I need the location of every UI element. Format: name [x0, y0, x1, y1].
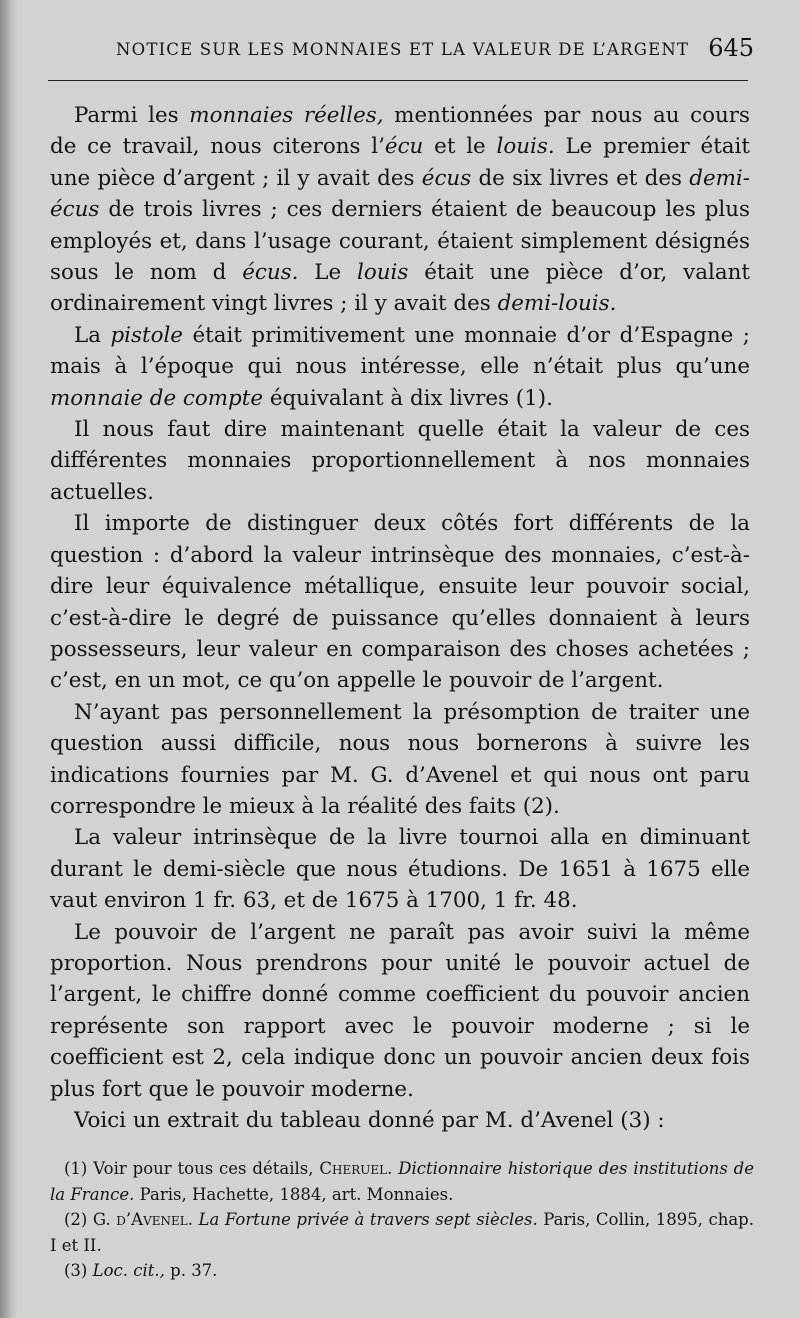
text-run: équivalant à dix livres (1).: [263, 385, 553, 411]
italic-text: écu: [384, 134, 424, 160]
italic-text: monnaie de compte: [50, 385, 264, 411]
text-run: de trois livres ; ces derniers étaient de beaucoup les plus employés et, dans l’usage courant, étaient simplement désignés sous le nom d: [50, 197, 750, 286]
text-run: Le pouvoir de l’argent ne paraît pas avoir suivi la même proportion. Nous prendrons pour unité le pouvoir actuel de l’argent, le chiffre donné comme coefficient du pouvoir ancien représente son rapport avec le pouvoir moderne ; si le coefficient est 2, cela indique donc un pouvoir ancien deux fois plus fort que le pouvoir moderne.: [50, 919, 750, 1102]
page-number: 645: [708, 34, 754, 62]
paragraph: [50, 1105, 750, 1136]
page-header: [48, 34, 760, 74]
paragraph: [50, 822, 750, 916]
text-run: (2) G.: [64, 1210, 117, 1229]
text-run: (3): [64, 1261, 93, 1280]
italic-text: pistole: [110, 322, 183, 348]
paragraph: [50, 697, 750, 823]
text-run: La: [74, 322, 111, 348]
text-run: Paris, Collin, 1895, chap. I et II.: [50, 1210, 754, 1255]
text-run: Le: [298, 260, 357, 286]
text-run: Parmi les: [74, 103, 190, 128]
text-run: mentionnées par nous au cours de ce travail, nous citerons l’: [50, 103, 751, 160]
text-run: N’ayant pas personnellement la présomption de traiter une question aussi difficile, nous nous bornerons à suivre les indications fournies par M. G. d’Avenel et qui nous ont paru correspondre le mieux à la réalité des faits (2).: [50, 699, 750, 819]
running-title: NOTICE SUR LES MONNAIES ET LA VALEUR DE L’ARGENT: [116, 40, 690, 59]
italic-text: Loc. cit.,: [92, 1261, 165, 1280]
text-run: La valeur intrinsèque de la livre tournoi alla en diminuant durant le demi-siècle que nous étudions. De 1651 à 1675 elle vaut environ 1 fr. 63, et de 1675 à 1700, 1 fr. 48.: [50, 825, 750, 914]
text-run: Paris, Hachette, 1884, art. Monnaies.: [134, 1184, 454, 1204]
text-run: et le: [423, 134, 497, 160]
footnote: [50, 1207, 754, 1258]
italic-text: Dictionnaire historique des institutions de la France.: [50, 1159, 755, 1204]
body-text: [50, 100, 750, 1136]
page-binding-shadow: [0, 0, 18, 1318]
italic-text: louis: [357, 260, 409, 286]
footnote: [50, 1258, 754, 1284]
paragraph: [50, 414, 750, 508]
italic-text: demi-écus: [50, 165, 751, 223]
text-run: p. 37.: [164, 1261, 218, 1280]
text-run: Il nous faut dire maintenant quelle était la valeur de ces différentes monnaies proportionnellement à nos monnaies actuelles.: [50, 417, 750, 505]
text-run: de six livres et des: [471, 165, 690, 191]
italic-text: demi-louis.: [497, 291, 617, 317]
text-run: Le premier était une pièce d’argent ; il y avait des: [50, 134, 750, 191]
text-run: (1) Voir pour tous ces détails,: [64, 1159, 320, 1178]
text-run: Voici un extrait du tableau donné par M. d’Avenel (3) :: [74, 1108, 665, 1133]
footnotes: [50, 1156, 754, 1284]
italic-text: écus: [421, 165, 472, 191]
small-caps-name: d’Avenel.: [116, 1210, 193, 1229]
footnote: [50, 1156, 754, 1207]
small-caps-name: Cheruel.: [319, 1159, 393, 1178]
paragraph: [50, 917, 750, 1105]
italic-text: La Fortune privée à travers sept siècles.: [198, 1210, 538, 1229]
text-run: était primitivement une monnaie d’or d’Espagne ; mais à l’époque qui nous intéresse, elle n’était plus qu’une: [50, 322, 750, 380]
italic-text: écus.: [242, 260, 299, 286]
italic-text: monnaies réelles,: [189, 103, 384, 128]
italic-text: louis.: [496, 134, 555, 160]
text-run: Il importe de distinguer deux côtés fort différents de la question : d’abord la valeur intrinsèque des monnaies, c’est-à-dire leur équivalence métallique, ensuite leur pouvoir social, c’est-à-dire le degré de puissance qu’elles donnaient à leurs possesseurs, leur valeur en comparaison des choses achetées ; c’est, en un mot, ce qu’on appelle le pouvoir de l’argent.: [50, 511, 750, 694]
text-run: était une pièce d’or, valant ordinairement vingt livres ; il y avait des: [50, 260, 750, 317]
paragraph: [50, 320, 750, 414]
paragraph: [50, 100, 750, 320]
header-rule: [48, 80, 748, 81]
paragraph: [50, 508, 750, 696]
